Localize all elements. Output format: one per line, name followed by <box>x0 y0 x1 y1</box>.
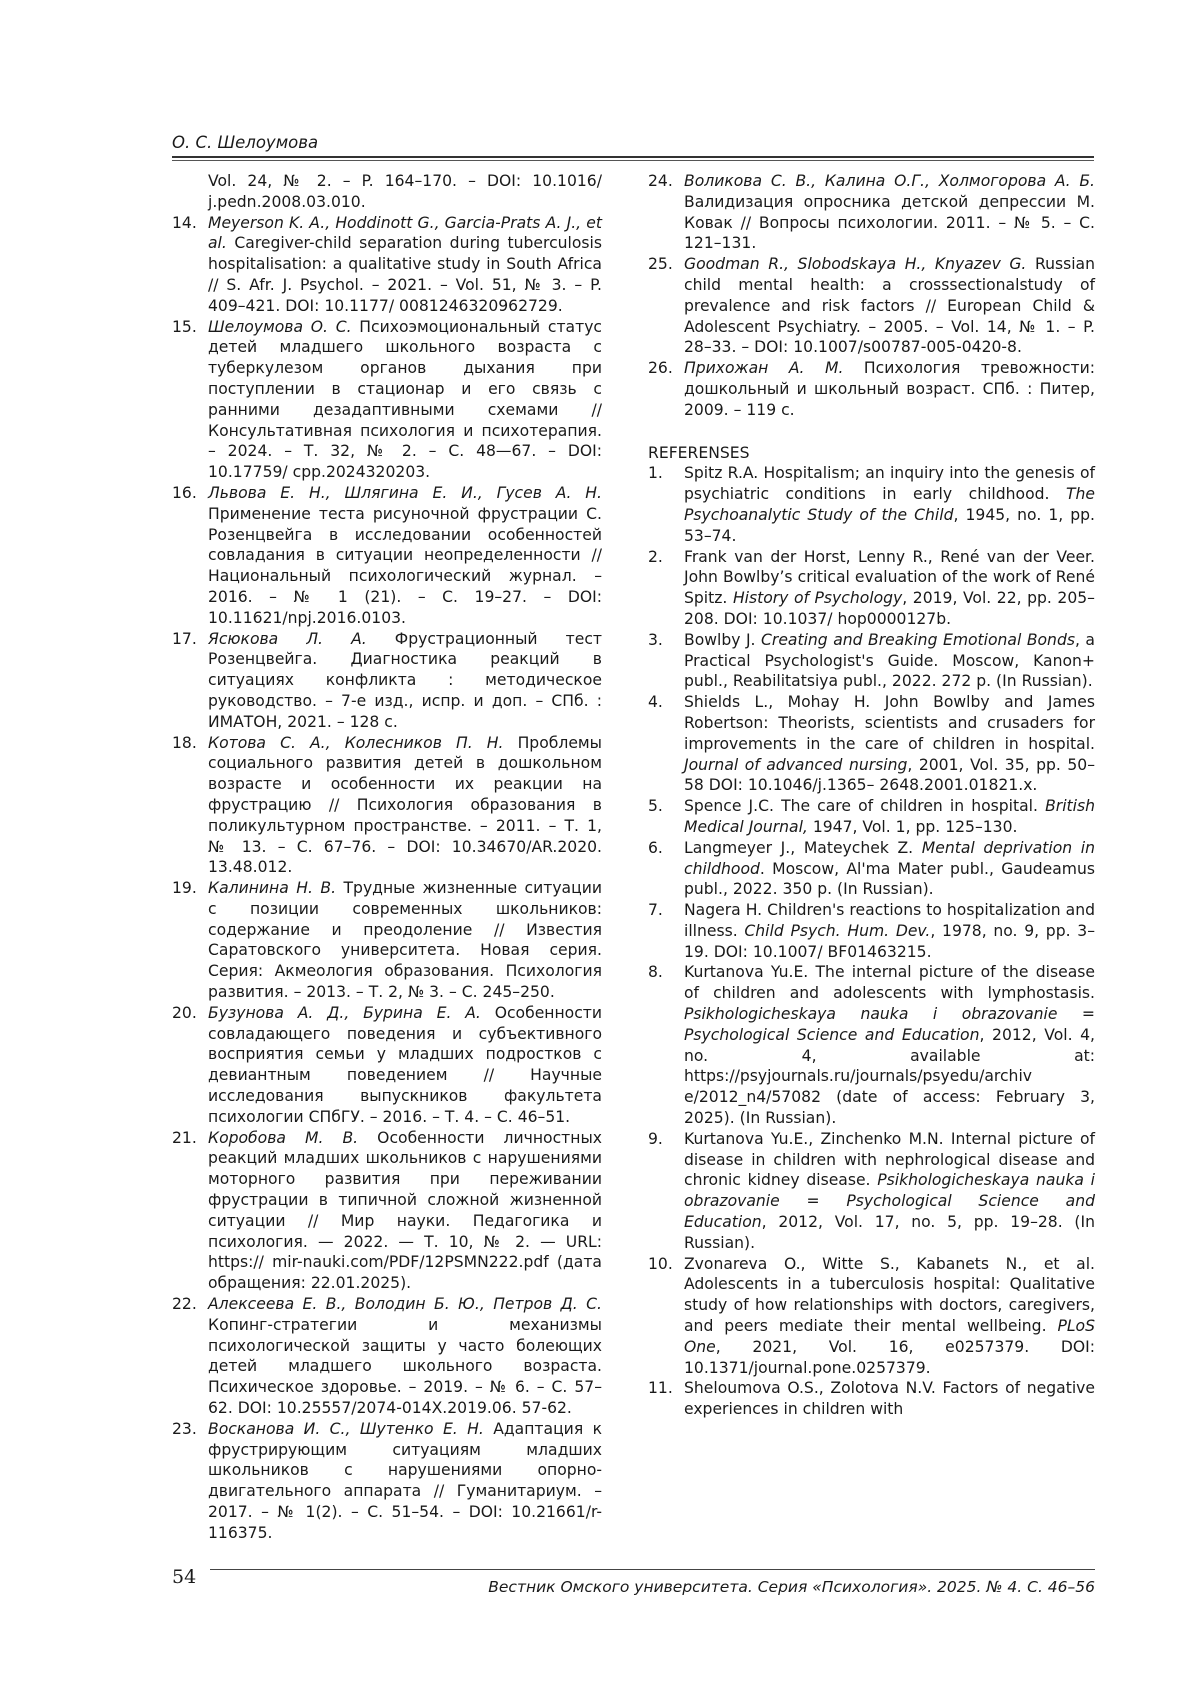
reference-number: 9. <box>648 1129 663 1148</box>
reference-number: 22. <box>172 1295 197 1314</box>
reference-text: Kurtanova Yu.E., Zinchenko M.N. Internal picture of disease in children with nephrological disease and chronic kidney disease. <box>684 1129 1095 1190</box>
reference-number: 26. <box>648 359 673 378</box>
reference-body <box>684 1254 1095 1379</box>
reference-body <box>684 692 1095 796</box>
reference-authors: Шелоумова О. С. <box>208 317 352 336</box>
references-heading: REFERENSES <box>648 443 750 462</box>
reference-item <box>172 483 602 629</box>
reference-text: Проблемы социального развития детей в дошкольном возрасте и особенности их реакции на фрустрацию // Психология образования в поликультурном пространстве. – 2011. – Т. 1, № 13. – С. 67–76. – DOI: 10.34670/AR.2020. 13.48.012. <box>208 733 602 877</box>
reference-text: , 2021, Vol. 16, e0257379. DOI: 10.1371/journal.pone.0257379. <box>684 1337 1095 1377</box>
reference-text: Nagera H. Children's reactions to hospitalization and illness. <box>684 901 1095 940</box>
reference-item <box>648 962 1095 1128</box>
reference-number: 17. <box>172 629 197 648</box>
reference-item <box>172 878 602 1003</box>
reference-body <box>208 1294 602 1419</box>
reference-item <box>648 547 1095 630</box>
reference-source-title: Journal of advanced nursing <box>684 755 908 774</box>
left-column <box>172 171 602 1544</box>
reference-item <box>172 213 602 317</box>
reference-text: Психоэмоциональный статус детей младшего школьного возраста с туберкулезом органов дыхания при поступлении в стационар и его связь с ранними дезадаптивными схемами // Консультативная психология и психотерапия. – 2024. – Т. 32, № 2. – С. 48—67. – DOI: 10.17759/ cpp.2024320203. <box>208 317 602 482</box>
reference-body <box>684 171 1095 254</box>
reference-text: Bowlby J. <box>684 630 762 649</box>
reference-number: 7. <box>648 901 663 920</box>
reference-number: 1. <box>648 464 663 483</box>
reference-text: 1947, Vol. 1, pp. 125–130. <box>807 817 1018 836</box>
reference-authors: Коробова М. В. <box>208 1128 359 1147</box>
reference-source-title: Child Psych. Hum. Dev. <box>744 921 931 940</box>
reference-source-title: Psikhologicheskaya nauka i obrazovanie = Psychological Science and Education <box>684 1171 1095 1232</box>
reference-list-en <box>648 463 1095 1420</box>
reference-source-title: Psikhologicheskaya nauka i obrazovanie = Psychological Science and Education <box>684 1005 1095 1044</box>
reference-body <box>208 483 602 629</box>
reference-source-title: History of Psychology <box>732 589 903 608</box>
reference-number: 8. <box>648 963 663 982</box>
reference-item <box>648 900 1095 962</box>
reference-item <box>648 796 1095 838</box>
reference-body <box>684 900 1095 962</box>
reference-number: 2. <box>648 547 663 566</box>
reference-body <box>208 878 602 1003</box>
reference-number: 14. <box>172 213 197 232</box>
reference-number: 15. <box>172 317 197 336</box>
reference-text: Zvonareva O., Witte S., Kabanets N., et al. Adolescents in a tuberculosis hospital: Qualitative study of how relationships with doctors, caregivers, and peers mediate their mental wellbeing. <box>684 1254 1095 1336</box>
running-header-author: О. С. Шелоумова <box>172 133 319 152</box>
reference-number: 24. <box>648 172 673 190</box>
reference-authors: Прихожан А. М. <box>684 359 844 378</box>
right-column <box>648 171 1095 1420</box>
reference-item <box>648 463 1095 546</box>
reference-body <box>208 1419 602 1544</box>
reference-text: Shields L., Mohay H. John Bowlby and James Robertson: Theorists, scientists and crusaders for improvements in the care of children in hospital. <box>684 693 1095 753</box>
reference-item <box>172 1128 602 1294</box>
reference-item <box>648 1254 1095 1379</box>
reference-number: 18. <box>172 733 197 752</box>
reference-text: , 1978, no. 9, pp. 3–19. DOI: 10.1007/ BF01463215. <box>684 921 1095 961</box>
reference-body <box>684 1129 1095 1254</box>
reference-text: , 2012, Vol. 4, no. 4, available at: https://psyjournals.ru/journals/psyedu/archiv e/2012_n4/57082 (date of access: February 3, 2025). (In Russian). <box>684 1025 1095 1128</box>
reference-text: Адаптация к фрустрирующим ситуациям младших школьников с нарушениями опорно-двигательного аппарата // Гуманитариум. – 2017. – № 1(2). – С. 51–54. – DOI: 10.21661/r-116375. <box>208 1419 602 1542</box>
reference-number: 25. <box>648 255 673 274</box>
journal-citation: Вестник Омского университета. Серия «Психология». 2025. № 4. С. 46–56 <box>488 1578 1095 1596</box>
reference-body <box>208 213 602 317</box>
reference-number: 10. <box>648 1254 673 1273</box>
reference-item <box>172 1419 602 1544</box>
header-rule-thin <box>172 160 1094 161</box>
reference-source-title: The Psychoanalytic Study of the Child <box>684 485 1095 524</box>
reference-text: Sheloumova O.S., Zolotova N.V. Factors of negative experiences in children with <box>684 1379 1095 1419</box>
header-rule <box>172 156 1094 158</box>
reference-number: 5. <box>648 797 663 816</box>
reference-text: Russian child mental health: a crosssectionalstudy of prevalence and risk factors // European Child & Adolescent Psychiatry. – 2005. – Vol. 14, № 1. – P. 28–33. – DOI: 10.1007/s00787-005-0420-8. <box>684 255 1095 357</box>
reference-item <box>648 358 1095 420</box>
reference-text: Frank van der Horst, Lenny R., René van der Veer. John Bowlby’s critical evaluation of the work of René Spitz. <box>684 547 1095 608</box>
reference-body <box>208 317 602 483</box>
reference-item <box>172 317 602 483</box>
reference-text: , 2019, Vol. 22, pp. 205–208. DOI: 10.1037/ hop0000127b. <box>684 589 1095 628</box>
reference-text: Особенности совладающего поведения и субъективного восприятия семьи у младших подростков с девиантным поведением // Научные исследования выпускников факультета психологии СПбГУ. – 2016. – Т. 4. – С. 46–51. <box>208 1003 603 1126</box>
reference-authors: Восканова И. С., Шутенко Е. Н. <box>208 1419 484 1438</box>
reference-body <box>684 630 1095 692</box>
reference-text: Психология тревожности: дошкольный и школьный возраст. СПб. : Питер, 2009. – 119 с. <box>684 359 1095 419</box>
reference-body <box>684 1378 1095 1420</box>
reference-item <box>172 629 602 733</box>
reference-authors: Ясюкова Л. А. <box>208 629 367 648</box>
reference-number: 3. <box>648 630 663 649</box>
reference-item <box>648 838 1095 900</box>
reference-source-title: Mental deprivation in childhood <box>684 838 1095 878</box>
reference-body <box>684 547 1095 630</box>
reference-text: Langmeyer J., Mateychek Z. <box>684 838 922 857</box>
reference-source-title: PLoS One <box>684 1317 1095 1356</box>
reference-body <box>684 796 1095 838</box>
footer-rule <box>210 1569 1095 1570</box>
reference-continuation: Vol. 24, № 2. – P. 164–170. – DOI: 10.1016/ j.pedn.2008.03.010. <box>208 172 602 211</box>
reference-item <box>648 171 1095 254</box>
reference-text: Трудные жизненные ситуации с позиции современных школьников: содержание и преодоление // Известия Саратовского университета. Новая серия. Серия: Акмеология образования. Психология развития. – 2013. – Т. 2, № 3. – С. 245–250. <box>208 879 602 1002</box>
reference-text: Фрустрационный тест Розенцвейга. Диагностика реакций в ситуациях конфликта : методическое руководство. – 7-е изд., испр. и доп. – СПб. : ИМАТОН, 2021. – 128 с. <box>208 629 602 731</box>
reference-item <box>648 1129 1095 1254</box>
reference-body <box>208 1003 602 1128</box>
reference-body <box>208 629 602 733</box>
reference-item <box>648 254 1095 358</box>
reference-authors: Котова С. А., Колесников П. Н. <box>208 733 504 752</box>
reference-text: Spence J.C. The care of children in hospital. <box>684 797 1046 816</box>
reference-item <box>648 1378 1095 1420</box>
reference-item <box>648 630 1095 692</box>
reference-authors: Львова Е. Н., Шлягина Е. И., Гусев А. Н. <box>208 483 602 502</box>
reference-item <box>172 733 602 879</box>
reference-number: 21. <box>172 1128 197 1147</box>
reference-body <box>684 463 1095 546</box>
reference-text: Особенности личностных реакций младших школьников с нарушениями моторного развития при переживании фрустрации в типичной сложной жизненной ситуации // Мир науки. Педагогика и психология. — 2022. — Т. 10, № 2. — URL: https:// mir-nauki.com/PDF/12PSMN222.pdf (дата обращения: 22.01.2025). <box>208 1128 602 1293</box>
reference-body <box>684 254 1095 358</box>
reference-body <box>684 838 1095 900</box>
reference-text: Валидизация опросника детской депрессии М. Ковак // Вопросы психологии. 2011. – № 5. – С. 121–131. <box>684 192 1095 253</box>
reference-list-ru-cont <box>648 171 1095 421</box>
reference-text: , 1945, no. 1, pp. 53–74. <box>684 505 1095 545</box>
reference-text: Spitz R.A. Hospitalism; an inquiry into the genesis of psychiatric conditions in early childhood. <box>684 464 1095 504</box>
reference-text: , 2012, Vol. 17, no. 5, pp. 19–28. (In Russian). <box>684 1213 1095 1252</box>
reference-text: . Moscow, Al'ma Mater publ., Gaudeamus publ., 2022. 350 p. (In Russian). <box>684 859 1095 899</box>
reference-body <box>684 358 1095 420</box>
reference-body <box>684 962 1095 1128</box>
reference-text: Копинг-стратегии и механизмы психологической защиты у часто болеющих детей младшего школьного возраста. Психическое здоровье. – 2019. – № 6. – С. 57–62. DOI: 10.25557/2074-014X.2019.06. 57-62. <box>208 1315 602 1418</box>
reference-text: , a Practical Psychologist's Guide. Moscow, Kanon+ publ., Reabilitatsiya publ., 2022. 272 p. (In Russian). <box>684 630 1095 691</box>
reference-item <box>648 692 1095 796</box>
reference-text: Kurtanova Yu.E. The internal picture of the disease of children and adolescents with lymphostasis. <box>684 963 1095 1003</box>
reference-authors: Калинина Н. В. <box>208 879 337 898</box>
reference-number: 23. <box>172 1419 197 1438</box>
reference-authors: Алексеева Е. В., Володин Б. Ю., Петров Д. С. <box>208 1295 602 1314</box>
reference-source-title: Creating and Breaking Emotional Bonds <box>761 630 1075 649</box>
reference-text: , 2001, Vol. 35, pp. 50–58 DOI: 10.1046/j.1365– 2648.2001.01821.x. <box>684 755 1095 795</box>
reference-text: Caregiver-child separation during tuberculosis hospitalisation: a qualitative study in South Africa // S. Afr. J. Psychol. – 2021. – Vol. 51, № 3. – P. 409–421. DOI: 10.1177/ 0081246320962729. <box>208 234 602 315</box>
reference-text: Применение теста рисуночной фрустрации С. Розенцвейга в исследовании особенностей совладания в ситуации неопределенности // Национальный психологический журнал. – 2016. – № 1 (21). – С. 19–27. – DOI: 10.11621/npj.2016.0103. <box>208 504 602 627</box>
reference-item <box>172 1003 602 1128</box>
reference-body <box>208 733 602 879</box>
reference-item <box>172 1294 602 1419</box>
reference-authors: Бузунова А. Д., Бурина Е. А. <box>208 1003 481 1022</box>
reference-number: 6. <box>648 838 663 857</box>
reference-number: 4. <box>648 693 663 712</box>
reference-authors: Воликова С. В., Калина О.Г., Холмогорова А. Б. <box>684 172 1095 190</box>
reference-number: 20. <box>172 1003 197 1022</box>
reference-authors: Goodman R., Slobodskaya H., Knyazev G. <box>684 255 1027 274</box>
reference-list-ru <box>172 213 602 1544</box>
reference-source-title: British Medical Journal, <box>684 797 1095 836</box>
page-number: 54 <box>172 1566 197 1588</box>
reference-number: 16. <box>172 483 197 502</box>
reference-number: 11. <box>648 1379 673 1398</box>
reference-body <box>208 1128 602 1294</box>
reference-number: 19. <box>172 879 197 898</box>
reference-authors: Meyerson K. A., Hoddinott G., Garcia-Prats A. J., et al. <box>208 213 602 253</box>
